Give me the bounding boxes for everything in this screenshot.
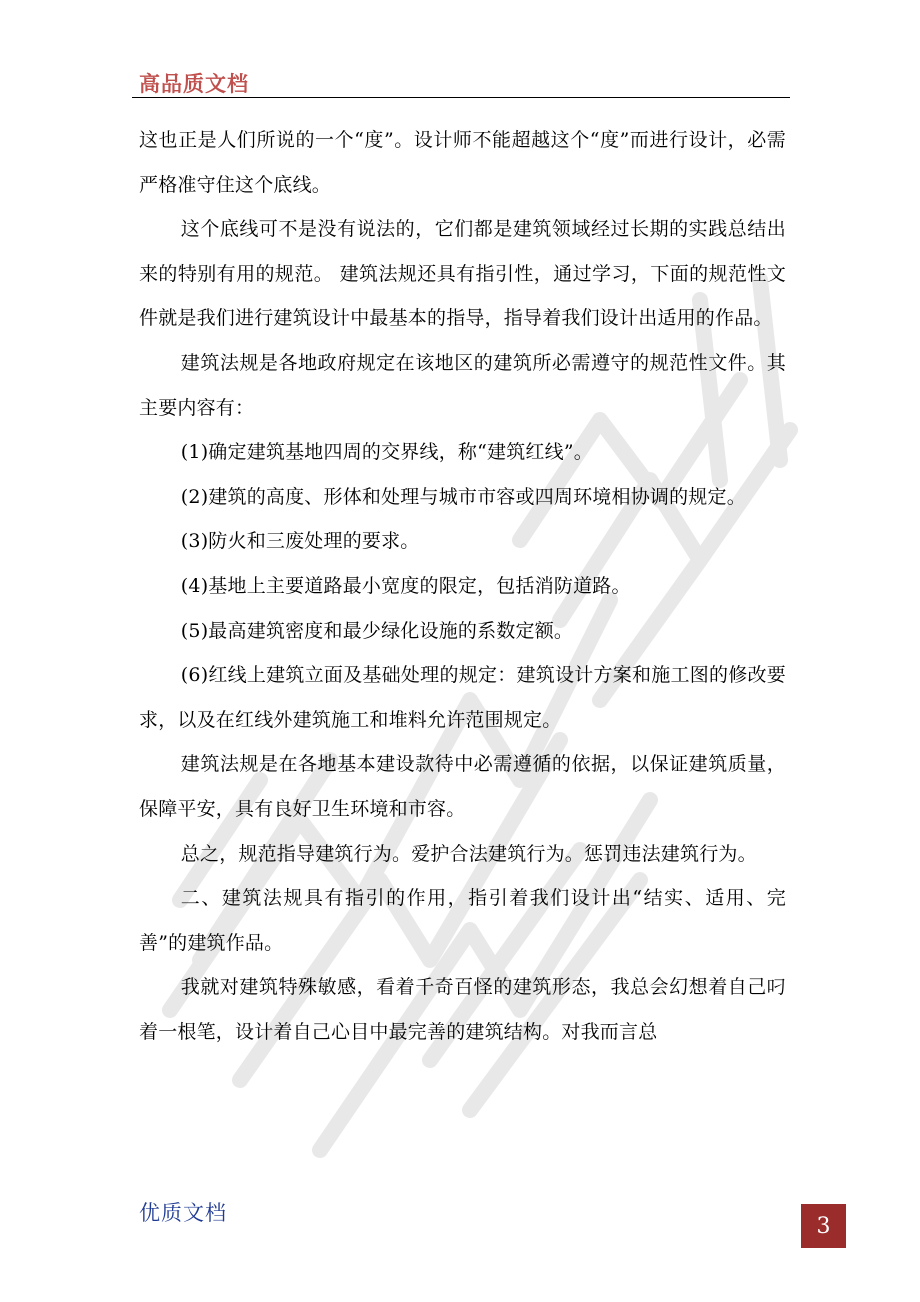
paragraph: 这个底线可不是没有说法的，它们都是建筑领域经过长期的实践总结出来的特别有用的规范。 建筑法规还具有指引性，通过学习，下面的规范性文件就是我们进行建筑设计中最基本的指导，指导着我们设计出适用的作品。 [139,218,786,330]
paragraph: 建筑法规是各地政府规定在该地区的建筑所必需遵守的规范性文件。其主要内容有： [139,351,786,419]
list-item: (2)建筑的高度、形体和处理与城市市容或四周环境相协调的规定。 [180,485,746,508]
list-item: (6)红线上建筑立面及基础处理的规定：建筑设计方案和施工图的修改要求，以及在红线外建筑施工和堆料允许范围规定。 [139,664,786,731]
paragraph: 二、建筑法规具有指引的作用，指引着我们设计出“结实、适用、完善”的建筑作品。 [139,887,786,954]
paragraph: 这也正是人们所说的一个“度”。设计师不能超越这个“度”而进行设计，必需严格准守住这个底线。 [139,129,786,196]
paragraph: 总之，规范指导建筑行为。爱护合法建筑行为。惩罚违法建筑行为。 [180,842,757,865]
paragraph: 建筑法规是在各地基本建设款待中必需遵循的依据，以保证建筑质量，保障平安，具有良好卫生环境和市容。 [139,753,786,820]
list-item: (1)确定建筑基地四周的交界线，称“建筑红线”。 [180,441,593,464]
header-title: 高品质文档 [139,72,249,96]
document-body [139,118,786,1054]
list-item: (4)基地上主要道路最小宽度的限定，包括消防道路。 [180,574,631,597]
paragraph: 我就对建筑特殊敏感，看着千奇百怪的建筑形态，我总会幻想着自己叼着一根笔，设计着自己心目中最完善的建筑结构。对我而言总 [139,976,786,1043]
footer-title: 优质文档 [139,1201,227,1225]
header-divider [132,97,790,98]
list-item: (3)防火和三废处理的要求。 [180,530,420,553]
list-item: (5)最高建筑密度和最少绿化设施的系数定额。 [180,619,574,642]
page-number-badge: 3 [801,1204,846,1248]
